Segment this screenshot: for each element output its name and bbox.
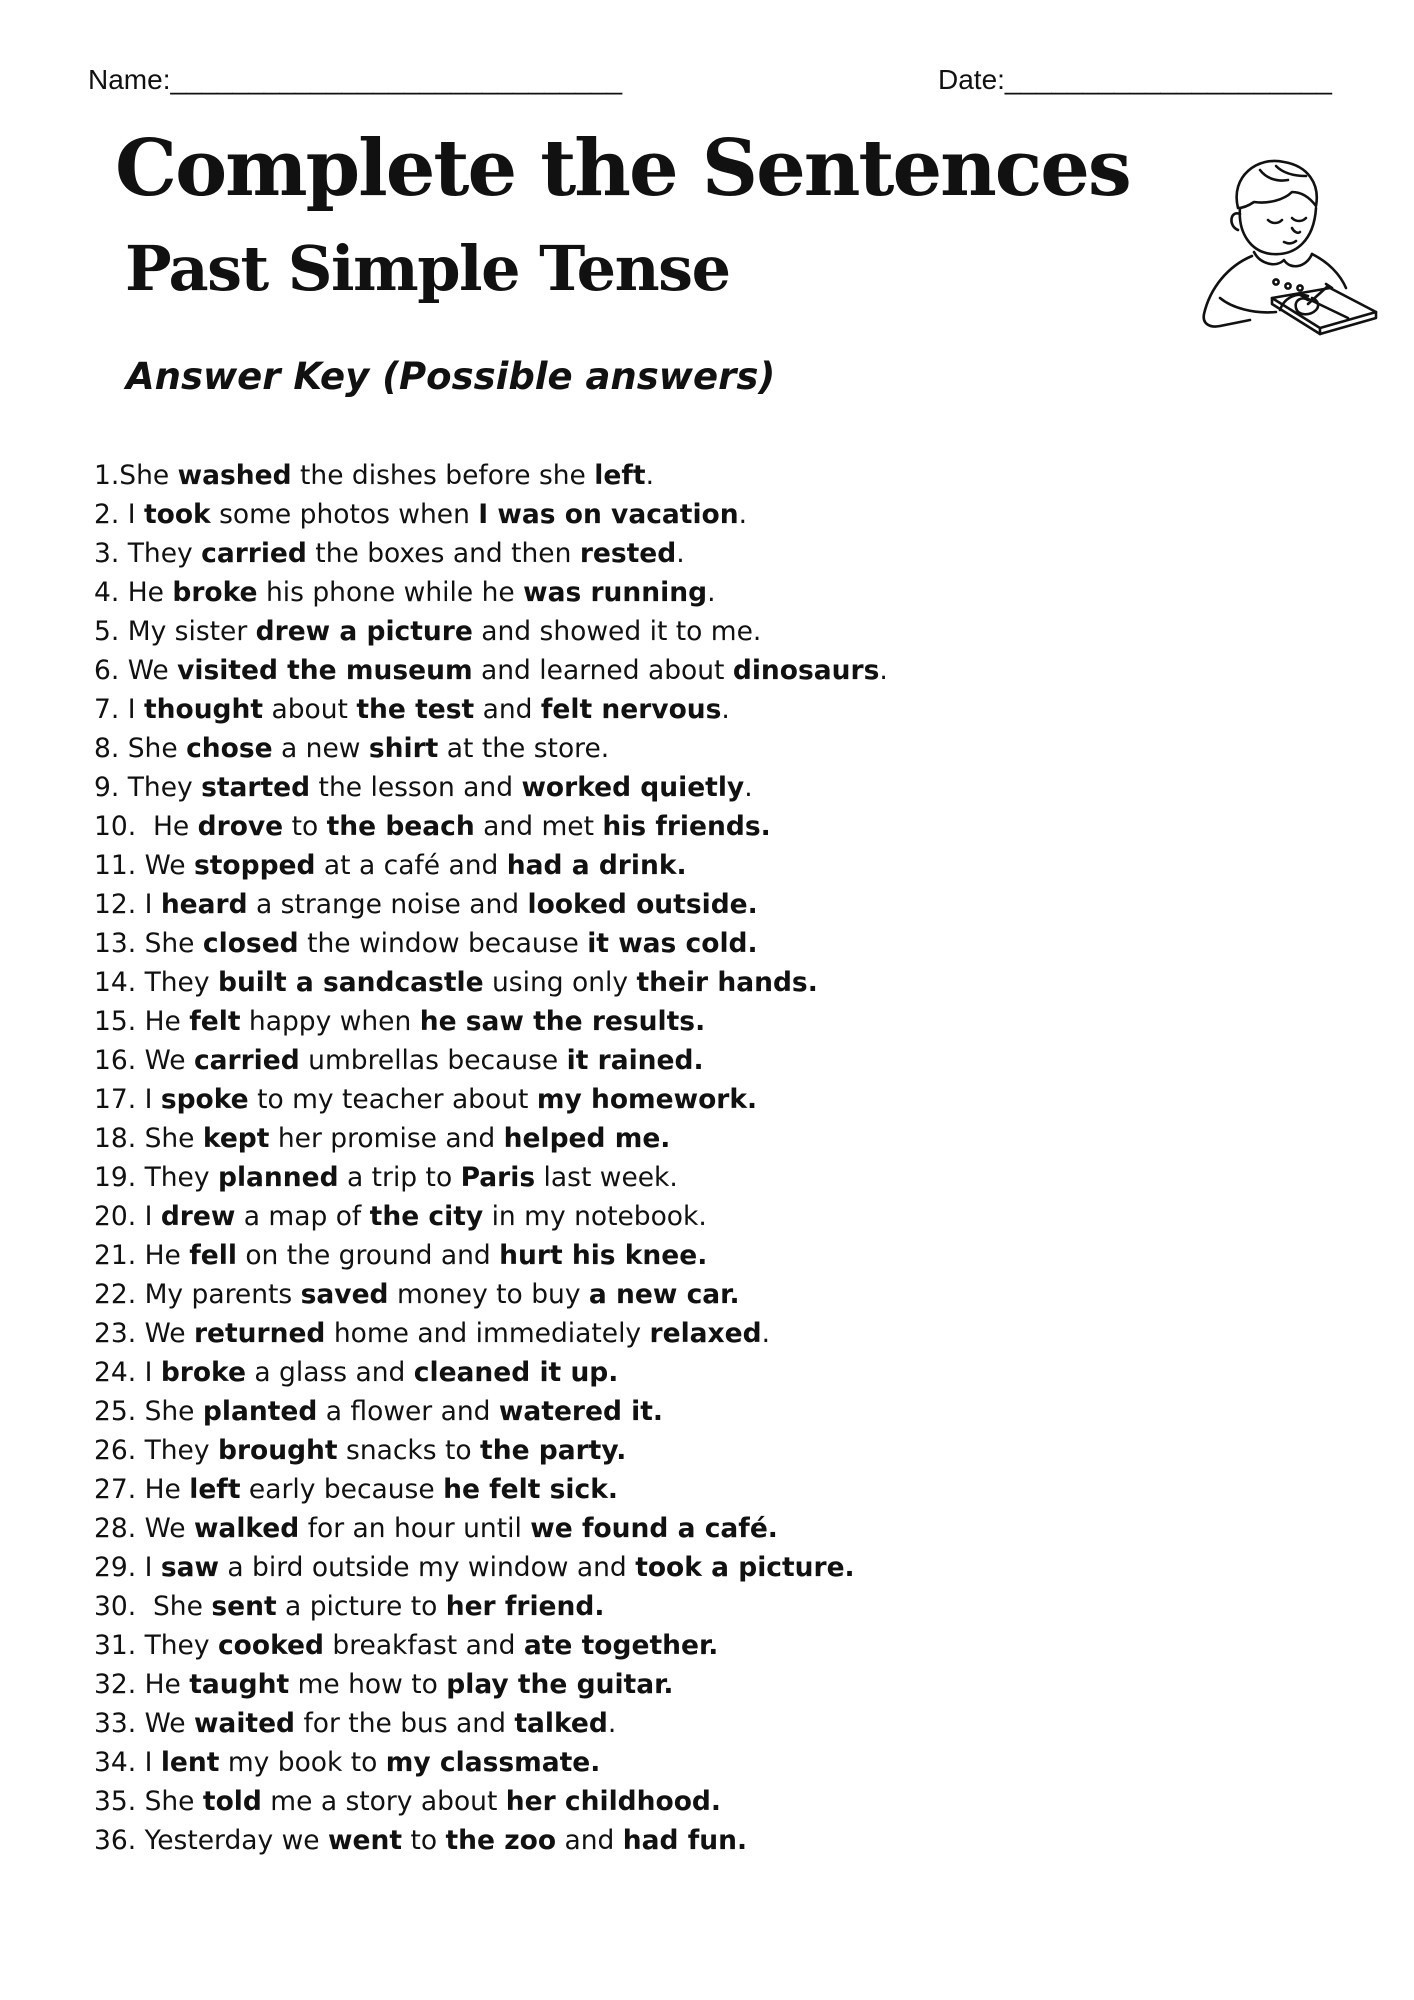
answer-text: home and immediately — [325, 1318, 650, 1349]
answer-bold-text: worked quietly — [521, 772, 745, 803]
answer-text: 14. They — [94, 967, 218, 998]
answer-text: 31. They — [94, 1630, 218, 1661]
answer-key-heading: Answer Key (Possible answers) — [126, 355, 776, 398]
answer-bold-text: planted — [202, 1396, 318, 1427]
answer-text: 35. She — [94, 1786, 203, 1817]
answer-text: to — [402, 1825, 446, 1856]
answer-text: 27. He — [94, 1474, 190, 1505]
answer-text: . — [645, 460, 654, 491]
answer-text: about — [263, 694, 357, 725]
answer-text: the boxes and then — [306, 538, 580, 569]
answer-bold-text: visited the museum — [177, 655, 473, 686]
answer-item — [94, 1704, 888, 1743]
answer-bold-text: the city — [369, 1201, 484, 1232]
answer-text: the window because — [298, 928, 588, 959]
answer-bold-text: talked — [514, 1708, 608, 1739]
answer-text: . — [738, 499, 748, 530]
answer-item — [94, 1470, 888, 1509]
answer-bold-text: had a drink. — [506, 850, 687, 881]
answer-bold-text: brought — [217, 1435, 338, 1466]
answer-text: breakfast and — [323, 1630, 524, 1661]
answer-text: in my notebook. — [483, 1201, 707, 1232]
answer-item — [94, 651, 888, 690]
answer-text: happy when — [240, 1006, 420, 1037]
answer-text: for an hour until — [299, 1513, 531, 1544]
answer-item — [94, 1080, 888, 1119]
answer-item — [94, 456, 888, 495]
answer-text: last week. — [535, 1162, 678, 1193]
answer-text: early because — [240, 1474, 444, 1505]
answer-text: a map of — [235, 1201, 370, 1232]
answer-bold-text: thought — [143, 694, 264, 725]
answer-item — [94, 1431, 888, 1470]
answer-bold-text: ate together. — [523, 1630, 719, 1661]
answer-bold-text: drove — [197, 811, 284, 842]
name-field-label: Name:_____________________________ — [88, 64, 623, 95]
answer-text: some photos when — [210, 499, 479, 530]
answer-item — [94, 1236, 888, 1275]
answer-text: 25. She — [94, 1396, 203, 1427]
answer-text: a glass and — [245, 1357, 414, 1388]
answer-item — [94, 1041, 888, 1080]
answer-bold-text: it was cold. — [587, 928, 758, 959]
answer-item — [94, 1782, 888, 1821]
answer-bold-text: play the guitar. — [446, 1669, 674, 1700]
answer-bold-text: helped me. — [503, 1123, 671, 1154]
answer-text: 8. She — [94, 733, 187, 764]
answer-text: for the bus and — [295, 1708, 515, 1739]
answer-text: to my teacher about — [248, 1084, 537, 1115]
answer-text: 15. He — [94, 1006, 190, 1037]
answer-text: a strange noise and — [247, 889, 528, 920]
answer-bold-text: relaxed — [649, 1318, 762, 1349]
answer-item — [94, 1821, 888, 1860]
answer-bold-text: rested — [579, 538, 677, 569]
answer-text: a bird outside my window and — [218, 1552, 636, 1583]
answer-item — [94, 1197, 888, 1236]
answer-item — [94, 1587, 888, 1626]
answer-bold-text: carried — [201, 538, 307, 569]
answer-bold-text: chose — [186, 733, 273, 764]
answer-bold-text: the zoo — [445, 1825, 557, 1856]
answer-bold-text: planned — [217, 1162, 339, 1193]
answer-bold-text: walked — [193, 1513, 300, 1544]
answer-item — [94, 573, 888, 612]
page-title: Complete the Sentences — [115, 123, 1130, 214]
answer-item — [94, 846, 888, 885]
answer-bold-text: told — [202, 1786, 262, 1817]
answer-item — [94, 1314, 888, 1353]
answer-item — [94, 807, 888, 846]
answer-item — [94, 1743, 888, 1782]
answer-bold-text: sent — [211, 1591, 277, 1622]
answer-bold-text: saw — [160, 1552, 219, 1583]
answer-text: . — [879, 655, 888, 686]
answer-bold-text: broke — [172, 577, 258, 608]
answer-text: 4. He — [94, 577, 173, 608]
answer-text: a picture to — [276, 1591, 446, 1622]
answer-text: the lesson and — [310, 772, 522, 803]
answer-text: 13. She — [94, 928, 203, 959]
answer-text: 9. They — [94, 772, 202, 803]
answer-bold-text: hurt his knee. — [499, 1240, 708, 1271]
boy-writing-in-book-icon — [1180, 148, 1380, 348]
answer-text: using only — [483, 967, 637, 998]
answer-text: . — [607, 1708, 617, 1739]
answer-bold-text: carried — [193, 1045, 300, 1076]
answer-text: and — [556, 1825, 623, 1856]
answer-item — [94, 768, 888, 807]
answer-bold-text: went — [328, 1825, 403, 1856]
answer-bold-text: closed — [202, 928, 299, 959]
answer-item — [94, 1548, 888, 1587]
answer-text: and learned about — [472, 655, 733, 686]
answer-item — [94, 534, 888, 573]
answer-bold-text: Paris — [460, 1162, 536, 1193]
answer-text: 1.She — [94, 460, 178, 491]
answer-text: my book to — [219, 1747, 386, 1778]
answer-item — [94, 495, 888, 534]
answer-text: . — [721, 694, 730, 725]
answer-item — [94, 1119, 888, 1158]
answer-text: and met — [474, 811, 603, 842]
answer-text: at a café and — [315, 850, 507, 881]
answer-item — [94, 1626, 888, 1665]
answer-text: 23. We — [94, 1318, 194, 1349]
answer-bold-text: left — [594, 460, 646, 491]
answer-bold-text: a new car. — [588, 1279, 740, 1310]
answer-text: 16. We — [94, 1045, 194, 1076]
answer-bold-text: left — [189, 1474, 241, 1505]
answer-text: at the store. — [438, 733, 610, 764]
answer-text: to — [283, 811, 327, 842]
answer-text: 18. She — [94, 1123, 203, 1154]
answer-text: 12. I — [94, 889, 161, 920]
answer-text: and — [474, 694, 541, 725]
answer-bold-text: had fun. — [622, 1825, 748, 1856]
answer-item — [94, 612, 888, 651]
answer-text: and showed it to me. — [472, 616, 762, 647]
answer-text: 5. My sister — [94, 616, 256, 647]
answer-bold-text: drew a picture — [255, 616, 473, 647]
answer-bold-text: heard — [160, 889, 248, 920]
answer-bold-text: was running — [523, 577, 708, 608]
answer-item — [94, 1392, 888, 1431]
answer-bold-text: kept — [202, 1123, 270, 1154]
answer-bold-text: broke — [160, 1357, 246, 1388]
answer-bold-text: started — [201, 772, 311, 803]
answer-item — [94, 885, 888, 924]
answer-bold-text: lent — [160, 1747, 220, 1778]
answer-bold-text: saved — [300, 1279, 389, 1310]
answer-text: a flower and — [317, 1396, 499, 1427]
answer-item — [94, 1158, 888, 1197]
answer-item — [94, 690, 888, 729]
answer-bold-text: his friends. — [602, 811, 771, 842]
answer-bold-text: my classmate. — [385, 1747, 601, 1778]
answer-bold-text: the test — [356, 694, 475, 725]
answer-item — [94, 963, 888, 1002]
answer-bold-text: dinosaurs — [732, 655, 880, 686]
answer-text: 20. I — [94, 1201, 161, 1232]
answer-item — [94, 729, 888, 768]
answer-text: . — [761, 1318, 771, 1349]
answer-bold-text: shirt — [368, 733, 439, 764]
answer-bold-text: my homework. — [536, 1084, 758, 1115]
answer-text: 22. My parents — [94, 1279, 301, 1310]
answer-bold-text: built a sandcastle — [217, 967, 484, 998]
answer-text: 28. We — [94, 1513, 194, 1544]
answer-text: her promise and — [269, 1123, 504, 1154]
answer-bold-text: fell — [189, 1240, 237, 1271]
answer-bold-text: cleaned it up. — [413, 1357, 619, 1388]
answer-text: umbrellas because — [299, 1045, 567, 1076]
answer-text: 19. They — [94, 1162, 218, 1193]
answer-bold-text: felt — [189, 1006, 241, 1037]
answer-text: 10. He — [94, 811, 198, 842]
answer-bold-text: their hands. — [636, 967, 818, 998]
answer-text: me how to — [289, 1669, 447, 1700]
answer-text: 2. I — [94, 499, 144, 530]
answer-item — [94, 1002, 888, 1041]
answer-text: money to buy — [388, 1279, 589, 1310]
answer-bold-text: her friend. — [445, 1591, 605, 1622]
answer-text: 33. We — [94, 1708, 194, 1739]
answer-text: 11. We — [94, 850, 194, 881]
answer-text: snacks to — [337, 1435, 481, 1466]
answer-text: 6. We — [94, 655, 178, 686]
answer-item — [94, 924, 888, 963]
answer-bold-text: we found a café. — [530, 1513, 778, 1544]
answer-text: 29. I — [94, 1552, 161, 1583]
page-subtitle: Past Simple Tense — [125, 232, 730, 305]
answer-bold-text: took — [143, 499, 211, 530]
answer-text: 26. They — [94, 1435, 218, 1466]
answer-item — [94, 1275, 888, 1314]
answer-list — [94, 456, 888, 1860]
answer-text: 21. He — [94, 1240, 190, 1271]
answer-text: 30. She — [94, 1591, 212, 1622]
answer-bold-text: he saw the results. — [419, 1006, 706, 1037]
answer-bold-text: washed — [177, 460, 292, 491]
answer-bold-text: drew — [160, 1201, 236, 1232]
answer-bold-text: took a picture. — [635, 1552, 855, 1583]
answer-text: a trip to — [338, 1162, 461, 1193]
answer-bold-text: waited — [193, 1708, 296, 1739]
answer-bold-text: it rained. — [566, 1045, 704, 1076]
answer-text: 34. I — [94, 1747, 161, 1778]
answer-bold-text: I was on vacation — [478, 499, 739, 530]
answer-bold-text: taught — [189, 1669, 290, 1700]
answer-text: a new — [272, 733, 369, 764]
answer-bold-text: felt nervous — [540, 694, 722, 725]
answer-bold-text: cooked — [217, 1630, 324, 1661]
answer-text: . — [744, 772, 753, 803]
answer-bold-text: returned — [193, 1318, 326, 1349]
answer-text: 3. They — [94, 538, 202, 569]
answer-text: on the ground and — [236, 1240, 500, 1271]
answer-text: 17. I — [94, 1084, 161, 1115]
answer-item — [94, 1353, 888, 1392]
answer-bold-text: the beach — [326, 811, 475, 842]
answer-item — [94, 1509, 888, 1548]
answer-bold-text: stopped — [193, 850, 316, 881]
answer-bold-text: her childhood. — [505, 1786, 721, 1817]
answer-text: his phone while he — [257, 577, 524, 608]
answer-bold-text: spoke — [160, 1084, 249, 1115]
answer-bold-text: he felt sick. — [443, 1474, 618, 1505]
answer-item — [94, 1665, 888, 1704]
answer-text: . — [707, 577, 716, 608]
answer-text: 32. He — [94, 1669, 190, 1700]
answer-text: 24. I — [94, 1357, 161, 1388]
answer-bold-text: watered it. — [498, 1396, 663, 1427]
answer-bold-text: looked outside. — [527, 889, 758, 920]
answer-text: me a story about — [261, 1786, 506, 1817]
answer-text: 7. I — [94, 694, 144, 725]
answer-bold-text: the party. — [480, 1435, 627, 1466]
date-field-label: Date:_____________________ — [938, 64, 1332, 95]
answer-text: 36. Yesterday we — [94, 1825, 329, 1856]
answer-text: . — [676, 538, 685, 569]
answer-text: the dishes before she — [291, 460, 595, 491]
